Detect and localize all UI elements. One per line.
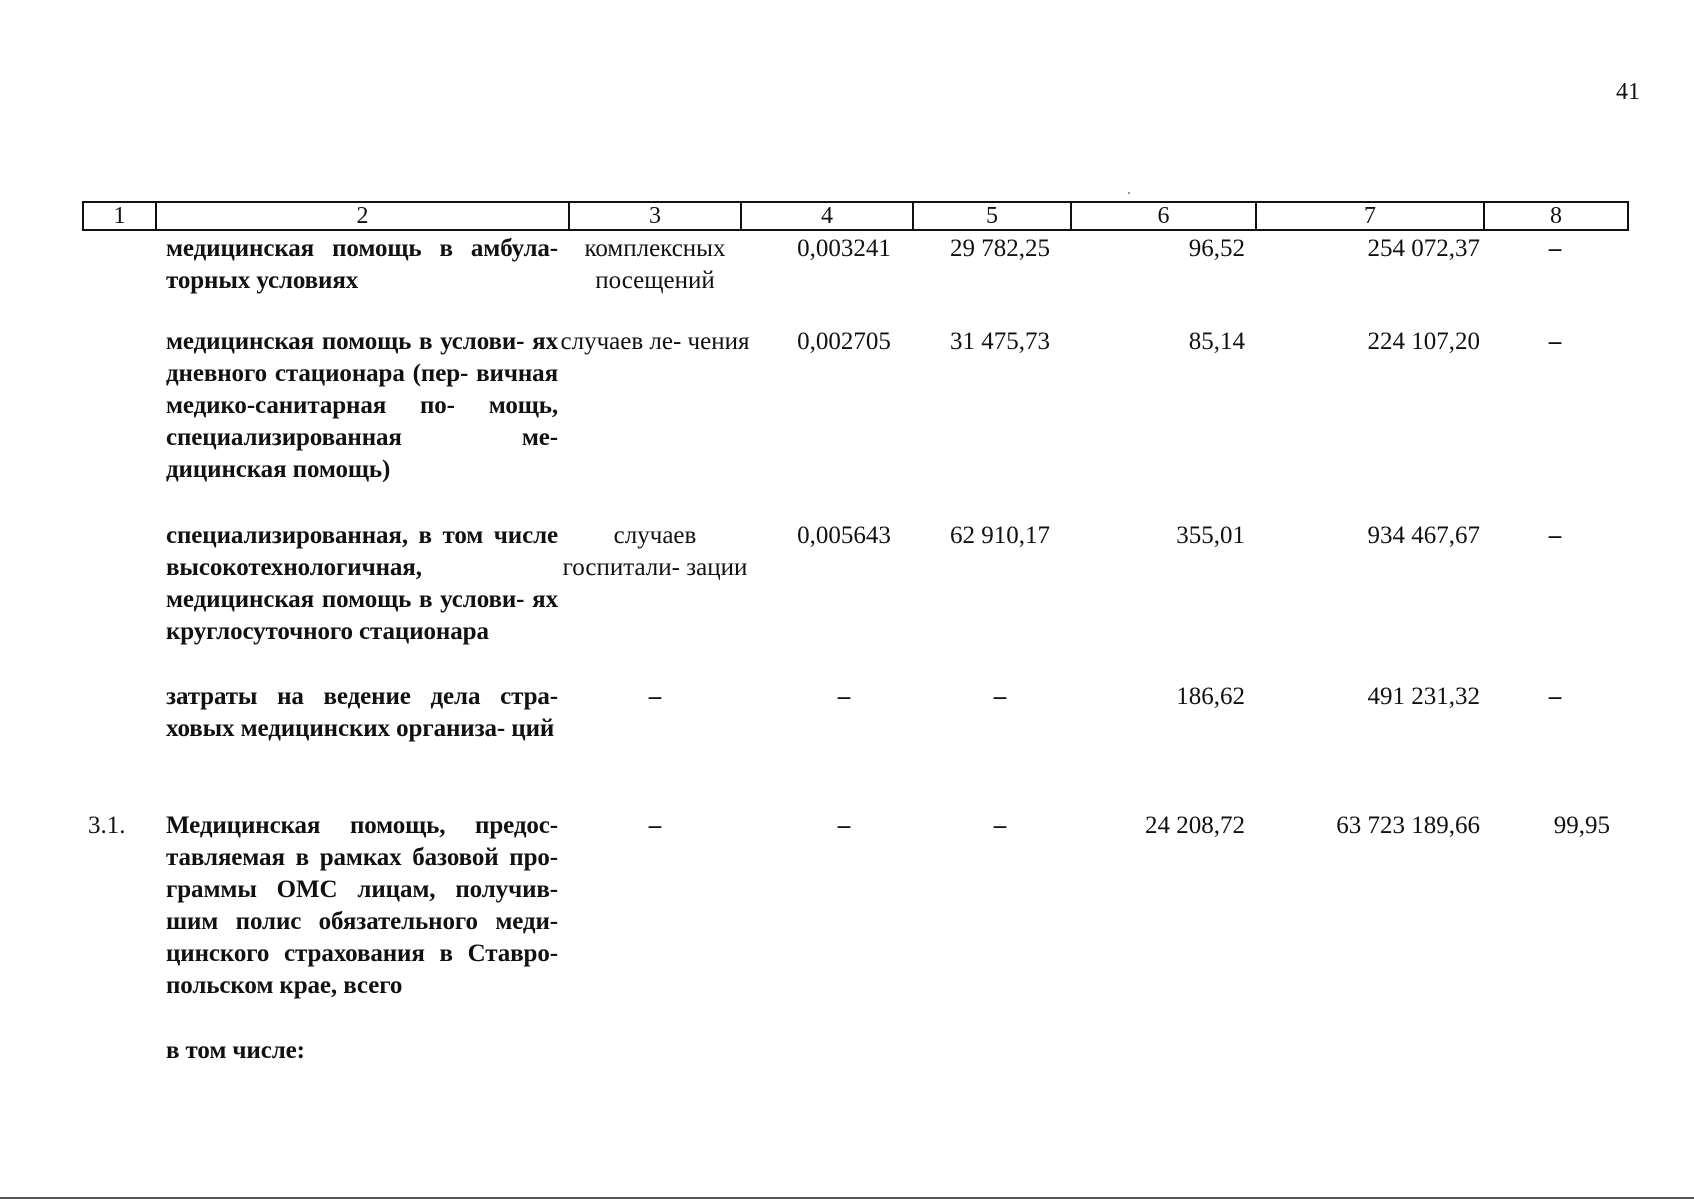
row-unit: – <box>648 683 662 710</box>
row-col-4: – <box>837 683 851 710</box>
row-col-8: – <box>1548 683 1562 710</box>
page-number: 41 <box>1616 79 1640 105</box>
row-col-5: 29 782,25 <box>950 235 1050 262</box>
header-col-1: 1 <box>83 202 156 230</box>
row-col-5: 31 475,73 <box>950 328 1050 355</box>
row-col-7: 934 467,67 <box>1367 522 1480 549</box>
row-col-7: 491 231,32 <box>1367 683 1480 710</box>
row-col-6: 186,62 <box>1176 683 1245 710</box>
row-unit: случаев ле- чения <box>560 328 750 355</box>
row-unit: комплексных посещений <box>584 235 726 294</box>
row-col-8: 99,95 <box>1553 812 1610 839</box>
header-col-3: 3 <box>569 202 741 230</box>
row-unit: случаев госпитали- зации <box>562 522 748 581</box>
row-col-6: 355,01 <box>1176 522 1245 549</box>
row-col-4: 0,003241 <box>797 235 891 262</box>
row-unit: – <box>648 812 662 839</box>
row-name: затраты на ведение дела стра- ховых медицинских организа- ций <box>166 683 558 742</box>
header-col-5: 5 <box>913 202 1071 230</box>
header-col-6: 6 <box>1071 202 1256 230</box>
row-name: медицинская помощь в амбула- торных условиях <box>166 235 558 294</box>
scan-artifact <box>1128 192 1130 194</box>
column-number-header <box>82 201 1629 231</box>
page-bottom-edge <box>0 1197 1694 1199</box>
row-col-4: 0,005643 <box>797 522 891 549</box>
row-col-5: 62 910,17 <box>950 522 1050 549</box>
row-col-5: – <box>993 812 1007 839</box>
row-col-5: – <box>993 683 1007 710</box>
row-name: медицинская помощь в услови- ях дневного стационара (пер- вичная медико-санитарная по- мощь, специализированная ме- дицинская помощь) <box>166 328 558 483</box>
row-col-4: 0,002705 <box>797 328 891 355</box>
header-col-7: 7 <box>1256 202 1484 230</box>
row-col-4: – <box>837 812 851 839</box>
row-col-6: 96,52 <box>1188 235 1245 262</box>
row-col-8: – <box>1548 235 1562 262</box>
header-col-8: 8 <box>1484 202 1628 230</box>
row-col-8: – <box>1548 328 1562 355</box>
row-col-6: 85,14 <box>1188 328 1245 355</box>
row-number: 3.1. <box>88 812 126 839</box>
row-col-7: 224 107,20 <box>1367 328 1480 355</box>
row-col-8: – <box>1548 522 1562 549</box>
header-col-2: 2 <box>156 202 569 230</box>
row-name: специализированная, в том числе высокотехнологичная, медицинская помощь в услови- ях круглосуточного стационара <box>166 522 558 645</box>
section-subheading: в том числе: <box>166 1037 305 1064</box>
header-col-4: 4 <box>741 202 913 230</box>
row-name: Медицинская помощь, предос- тавляемая в рамках базовой про- граммы ОМС лицам, получив- шим полис обязательного меди- цинского страхования в Ставро- польском крае, всего <box>166 812 558 999</box>
row-col-7: 63 723 189,66 <box>1336 812 1480 839</box>
row-col-6: 24 208,72 <box>1145 812 1245 839</box>
row-col-7: 254 072,37 <box>1367 235 1480 262</box>
